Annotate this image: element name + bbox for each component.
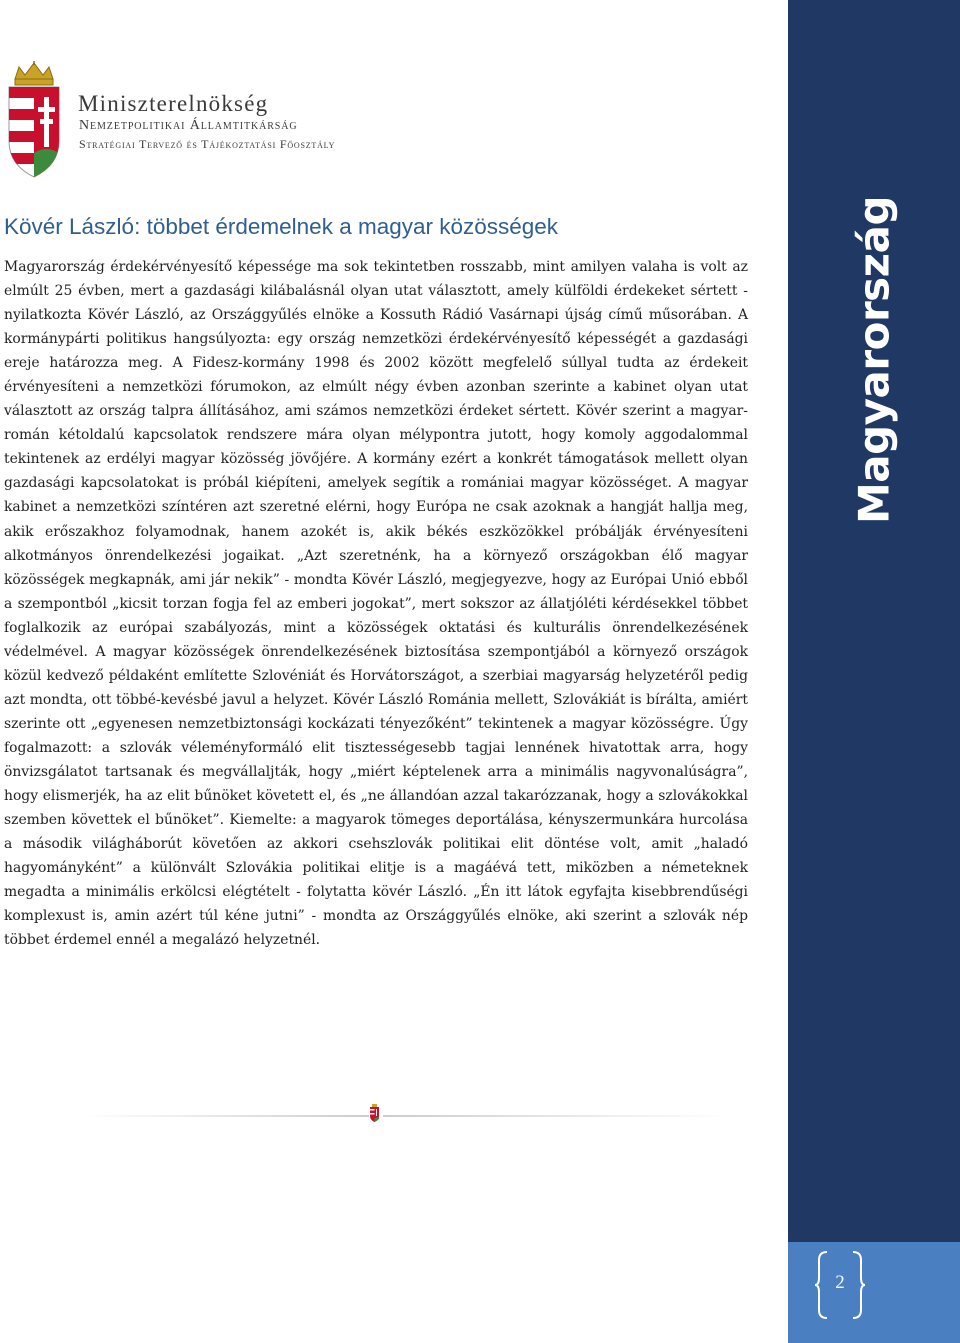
sidebar-footer xyxy=(788,1242,960,1343)
department-subtitle: Stratégiai Tervező és Tájékoztatási Főosztály xyxy=(79,137,336,151)
section-divider xyxy=(84,1112,728,1120)
article-title: Kövér László: többet érdemelnek a magyar közösségek xyxy=(4,214,559,239)
small-coat-of-arms-icon xyxy=(370,1104,379,1122)
organization-title: Miniszterelnökség xyxy=(78,91,269,116)
sidebar-section-label: Magyarország xyxy=(849,195,899,525)
article-body: Magyarország érdekérvényesítő képessége ma sok tekintetben rosszabb, mint amilyen valaha is volt az elmúlt 25 évben, mert a gazdasági kilábalásnál olyan utat választott, amely külföldi érdekeket sértett - nyilatkozta Kövér László, az Országgyűlés elnöke a Kossuth Rádió Vasárnapi újság című műsorában. A kormánypárti politikus hangsúlyozta: egy ország nemzetközi érdekérvényesítő képességét a gazdasági ereje határozza meg. A Fidesz-kormány 1998 és 2002 között megfelelő súllyal tudta az érdekeit érvényesíteni a nemzetközi fórumokon, az elmúlt négy évben azonban szerinte a kabinet olyan utat választott az ország talpra állításához, ami számos nemzetközi érdeket sértett. Kövér szerint a magyar-román kétoldalú kapcsolatok rendszere mára olyan mélypontra jutott, hogy komoly aggodalommal tekintenek az erdélyi magyar közösség jövőjére. A kormány ezért a konkrét támogatások mellett olyan gazdasági kapcsolatokat is próbál kiépíteni, amelyek segítik a romániai magyar közösséget. A magyar kabinet a nemzetközi színtéren azt szeretné elérni, hogy Európa ne csak azoknak a hangját hallja meg, akik erőszakhoz folyamodnak, hanem azokét is, akik békés eszközökkel próbálják érvényesíteni alkotmányos önrendelkezési jogaikat. „Azt szeretnénk, ha a környező országokban élő magyar közösségek megkapnák, ami jár nekik” - mondta Kövér László, megjegyezve, hogy az Európai Unió ebből a szempontból „kicsit torzan fogja fel az emberi jogokat”, mert sokszor az állatjóléti kérdésekkel többet foglalkozik az európai szabályozás, mint a közösségek oktatási és kulturális önrendelkezésének védelmével. A magyar közösségek önrendelkezésének biztosítása szempontjából a környező országok közül kedvező példaként említette Szlovéniát és Horvátországot, a szerbiai magyarság helyzetéről pedig azt mondta, ott többé-kevésbé javul a helyzet. Kövér László Románia mellett, Szlovákiát is bírálta, amiért szerinte ott „egyenesen nemzetbiztonsági kockázati tényezőként” tekintenek a magyar közösségre. Úgy fogalmazott: a szlovák véleményformáló elit tisztességesebb tagjai lennének hivatottak arra, hogy önvizsgálatot tartsanak és megvállaljták, hogy „miért képtelenek arra a minimális nagyvonalúságra”, hogy elismerjék, ha az elit bűnöket követett el, és „ne állandóan azzal takarózzanak, hogy a szlovákokkal szemben követtek el bűnöket”. Kiemelte: a magyarok tömeges deportálása, kényszermunkára hurcolása a második világháborút követően az akkori csehszlovák politikai elit döntése volt, amit „haladó hagyományként” a különvált Szlovákia politikai elitje is a magáévá tett, miközben a németeknek megadta a minimális erkölcsi elégtételt - folytatta kövér László. „Én itt látok egyfajta kisebbrendűségi komplexust is, amin azért túl kéne jutni” - mondta az Országgyűlés elnöke, aki szerint a szlovák nép többet érdemel ennél a megalázó helyzetnél. xyxy=(4,259,748,949)
page-number: 2 xyxy=(835,1272,845,1293)
hungarian-coat-of-arms-icon xyxy=(5,61,63,179)
organization-subtitle: Nemzetpolitikai Államtitkárság xyxy=(79,118,298,133)
header xyxy=(0,55,430,190)
